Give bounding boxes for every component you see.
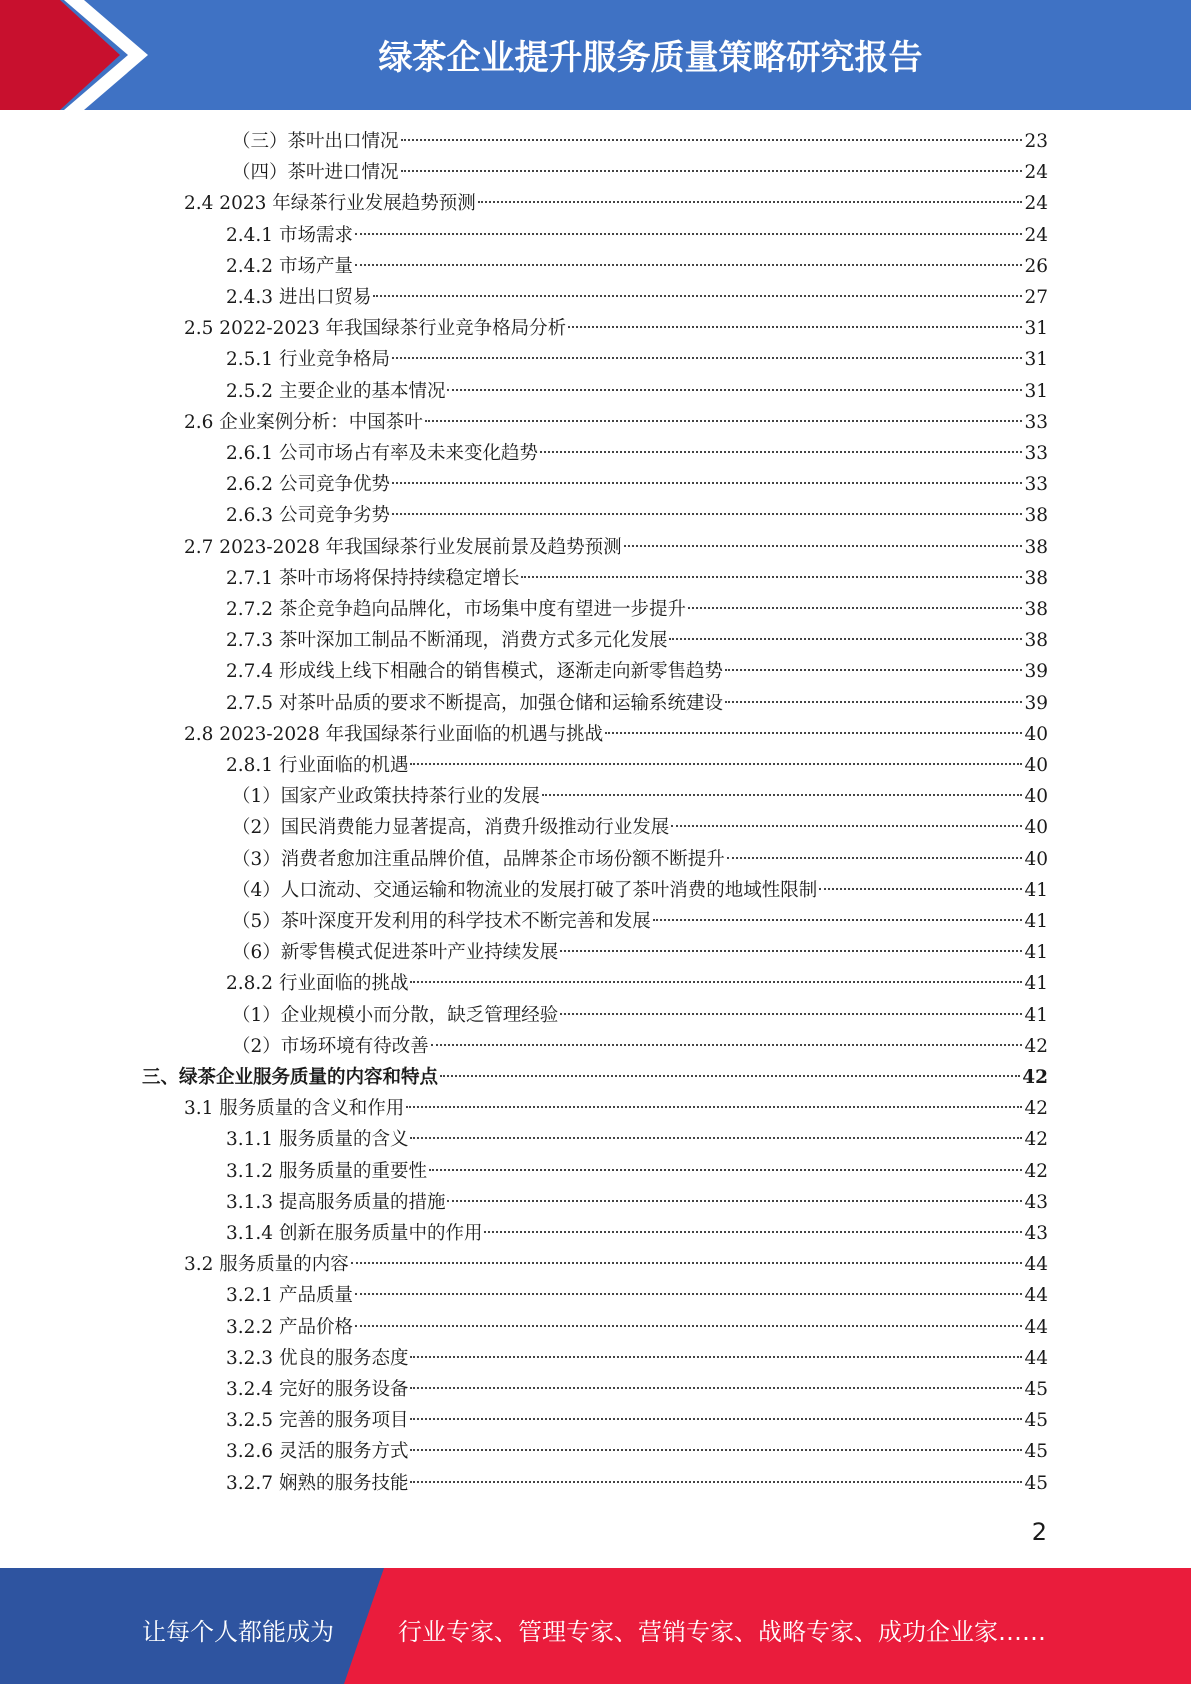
toc-entry-title: 3.1.2 服务质量的重要性 (226, 1160, 427, 1182)
toc-entry-page: 44 (1024, 1285, 1048, 1307)
toc-entry-page: 40 (1024, 817, 1048, 839)
toc-dot-leader (410, 1481, 1022, 1483)
toc-entry[interactable] (184, 313, 1048, 344)
chevron-arrow-icon (0, 0, 160, 110)
toc-entry-page: 45 (1024, 1410, 1048, 1432)
toc-entry-title: 2.7.5 对茶叶品质的要求不断提高，加强仓储和运输系统建设 (226, 692, 723, 714)
toc-dot-leader (392, 482, 1022, 484)
toc-entry-title: （5）茶叶深度开发利用的科学技术不断完善和发展 (232, 911, 651, 932)
toc-entry-page: 45 (1024, 1472, 1048, 1494)
toc-entry-title: 2.5.1 行业竞争格局 (226, 349, 390, 371)
toc-entry-page: 45 (1024, 1379, 1048, 1400)
toc-entry[interactable] (226, 251, 1048, 282)
toc-entry-page: 44 (1024, 1316, 1048, 1338)
toc-entry[interactable] (232, 126, 1048, 157)
toc-dot-leader (429, 1169, 1022, 1171)
toc-dot-leader (410, 763, 1022, 765)
toc-entry-page: 42 (1024, 1098, 1048, 1120)
toc-entry-title: 3.1.3 提高服务质量的措施 (226, 1191, 446, 1213)
page-footer (0, 1568, 1191, 1684)
toc-dot-leader (605, 732, 1022, 734)
toc-entry[interactable] (232, 812, 1048, 843)
toc-dot-leader (410, 1449, 1022, 1451)
toc-entry-page: 38 (1024, 505, 1048, 527)
toc-entry-title: 2.4.3 进出口贸易 (226, 287, 372, 308)
toc-entry-page: 38 (1024, 599, 1048, 620)
toc-entry[interactable] (226, 1436, 1048, 1467)
toc-dot-leader (410, 1418, 1022, 1420)
toc-entry-title: 3.2.6 灵活的服务方式 (226, 1441, 409, 1463)
toc-entry-title: 2.8 2023-2028 年我国绿茶行业面临的机遇与挑战 (184, 723, 604, 745)
toc-dot-leader (624, 545, 1023, 547)
toc-entry[interactable] (226, 1218, 1048, 1249)
toc-dot-leader (355, 1325, 1023, 1327)
toc-entry[interactable] (184, 1093, 1048, 1124)
toc-entry-page: 26 (1024, 255, 1048, 277)
toc-entry-page: 33 (1024, 443, 1048, 464)
toc-entry-title: 3.2.4 完好的服务设备 (226, 1379, 409, 1400)
toc-dot-leader (406, 1106, 1022, 1108)
toc-entry-page: 41 (1024, 879, 1048, 901)
toc-entry-page: 40 (1024, 786, 1048, 808)
toc-entry-title: （四）茶叶进口情况 (232, 162, 399, 184)
toc-dot-leader (521, 576, 1022, 578)
page-number: 2 (1031, 1518, 1047, 1546)
toc-entry-title: 3.1.4 创新在服务质量中的作用 (226, 1223, 483, 1244)
toc-entry[interactable] (226, 1405, 1048, 1436)
toc-entry[interactable] (232, 844, 1048, 875)
toc-entry[interactable] (232, 906, 1048, 937)
toc-entry-title: 3.1.1 服务质量的含义 (226, 1129, 409, 1151)
toc-entry-title: （3）消费者愈加注重品牌价值，品牌茶企市场份额不断提升 (232, 848, 725, 870)
toc-entry-title: （1）企业规模小而分散，缺乏管理经验 (232, 1004, 559, 1026)
toc-dot-leader (484, 1231, 1022, 1233)
toc-entry-page: 41 (1024, 973, 1048, 995)
toc-entry-title: 3.1 服务质量的含义和作用 (184, 1098, 405, 1120)
toc-entry[interactable] (184, 188, 1048, 219)
toc-dot-leader (401, 170, 1023, 172)
toc-entry-page: 38 (1024, 630, 1048, 652)
toc-entry-title: 2.7.4 形成线上线下相融合的销售模式，逐渐走向新零售趋势 (226, 661, 723, 683)
toc-entry-title: （6）新零售模式促进茶叶产业持续发展 (232, 942, 559, 964)
toc-entry-page: 42 (1024, 1129, 1048, 1151)
toc-entry[interactable] (184, 1249, 1048, 1280)
toc-entry-page: 43 (1024, 1223, 1048, 1244)
toc-entry-title: 三、绿茶企业服务质量的内容和特点 (142, 1067, 439, 1088)
footer-slogan-right: 行业专家、管理专家、营销专家、战略专家、成功企业家…… (398, 1618, 1046, 1646)
toc-entry-title: 2.6.1 公司市场占有率及未来变化趋势 (226, 443, 538, 464)
toc-entry-page: 39 (1024, 692, 1048, 714)
toc-entry-page: 31 (1024, 380, 1048, 402)
toc-entry[interactable] (232, 781, 1048, 812)
toc-entry[interactable] (184, 532, 1048, 563)
toc-entry-page: 33 (1024, 474, 1048, 496)
toc-entry[interactable] (226, 282, 1048, 313)
toc-entry-title: 2.5.2 主要企业的基本情况 (226, 380, 446, 402)
toc-entry[interactable] (184, 407, 1048, 438)
toc-dot-leader (540, 451, 1022, 453)
toc-entry[interactable] (232, 937, 1048, 968)
toc-entry[interactable] (226, 438, 1048, 469)
toc-entry-page: 41 (1024, 1004, 1048, 1026)
toc-entry[interactable] (226, 594, 1048, 625)
toc-entry-page: 42 (1024, 1035, 1048, 1057)
toc-entry[interactable] (226, 220, 1048, 251)
toc-entry-page: 23 (1024, 131, 1048, 152)
toc-entry[interactable] (226, 625, 1048, 656)
toc-entry-title: （2）国民消费能力显著提高，消费升级推动行业发展 (232, 817, 670, 839)
toc-entry-title: （三）茶叶出口情况 (232, 131, 399, 152)
toc-dot-leader (727, 857, 1023, 859)
toc-entry-title: 2.6.3 公司竞争劣势 (226, 505, 390, 527)
toc-entry-page: 39 (1024, 661, 1048, 683)
toc-dot-leader (410, 1137, 1022, 1139)
toc-dot-leader (355, 264, 1023, 266)
toc-dot-leader (373, 295, 1022, 297)
toc-entry-page: 24 (1024, 162, 1048, 184)
toc-entry-page: 24 (1024, 193, 1048, 215)
toc-dot-leader (447, 389, 1022, 391)
toc-entry-page: 40 (1024, 755, 1048, 776)
page-header (0, 0, 1191, 110)
toc-entry-page: 40 (1024, 848, 1048, 870)
toc-entry-title: 3.2.5 完善的服务项目 (226, 1410, 409, 1432)
toc-entry[interactable] (226, 500, 1048, 531)
toc-entry[interactable] (232, 157, 1048, 188)
toc-entry[interactable] (226, 656, 1048, 687)
toc-entry-title: 3.2.7 娴熟的服务技能 (226, 1472, 409, 1494)
toc-entry-title: 2.7 2023-2028 年我国绿茶行业发展前景及趋势预测 (184, 536, 622, 558)
toc-entry[interactable] (226, 1343, 1048, 1374)
toc-entry-title: 2.6.2 公司竞争优势 (226, 474, 390, 496)
toc-dot-leader (355, 1293, 1023, 1295)
toc-dot-leader (410, 1356, 1022, 1358)
toc-dot-leader (425, 420, 1023, 422)
toc-dot-leader (688, 607, 1022, 609)
toc-entry-title: 3.2.2 产品价格 (226, 1316, 353, 1338)
toc-dot-leader (669, 638, 1022, 640)
toc-dot-leader (440, 1075, 1020, 1077)
toc-entry-page: 41 (1024, 942, 1048, 964)
toc-entry-title: 3.2.1 产品质量 (226, 1285, 353, 1307)
toc-entry-page: 41 (1024, 911, 1048, 932)
toc-entry[interactable] (226, 1156, 1048, 1187)
toc-entry-page: 42 (1022, 1067, 1048, 1088)
toc-entry-title: 2.7.1 茶叶市场将保持持续稳定增长 (226, 567, 520, 589)
toc-dot-leader (725, 669, 1022, 671)
toc-entry[interactable] (232, 875, 1048, 906)
toc-entry-page: 31 (1024, 318, 1048, 340)
toc-entry[interactable] (226, 344, 1048, 375)
toc-entry-title: 2.6 企业案例分析：中国茶叶 (184, 411, 423, 433)
toc-entry-page: 27 (1024, 287, 1048, 308)
toc-entry-title: 2.7.2 茶企竞争趋向品牌化，市场集中度有望进一步提升 (226, 599, 686, 620)
toc-entry[interactable] (142, 1062, 1048, 1093)
toc-entry-title: 2.5 2022-2023 年我国绿茶行业竞争格局分析 (184, 318, 567, 340)
toc-entry[interactable] (232, 1000, 1048, 1031)
toc-dot-leader (410, 1387, 1022, 1389)
toc-dot-leader (819, 888, 1022, 890)
toc-entry-title: 3.2.3 优良的服务态度 (226, 1347, 409, 1369)
toc-dot-leader (401, 139, 1023, 141)
toc-entry-title: 2.8.2 行业面临的挑战 (226, 973, 409, 995)
toc-entry-page: 31 (1024, 349, 1048, 371)
toc-entry-title: 3.2 服务质量的内容 (184, 1254, 349, 1276)
toc-dot-leader (568, 326, 1022, 328)
toc-dot-leader (447, 1200, 1022, 1202)
toc-entry[interactable] (226, 968, 1048, 999)
toc-entry-page: 43 (1024, 1191, 1048, 1213)
toc-entry[interactable] (232, 1031, 1048, 1062)
toc-entry-page: 38 (1024, 536, 1048, 558)
footer-slogan-left: 让每个人都能成为 (142, 1618, 334, 1646)
toc-dot-leader (542, 794, 1023, 796)
report-title: 绿茶企业提升服务质量策略研究报告 (378, 38, 923, 78)
toc-entry-title: 2.4.1 市场需求 (226, 224, 353, 246)
toc-entry[interactable] (226, 1187, 1048, 1218)
toc-dot-leader (431, 1044, 1023, 1046)
toc-entry[interactable] (226, 1468, 1048, 1499)
toc-dot-leader (560, 950, 1022, 952)
toc-dot-leader (478, 201, 1023, 203)
toc-entry-page: 33 (1024, 411, 1048, 433)
toc-dot-leader (560, 1013, 1022, 1015)
toc-dot-leader (392, 513, 1022, 515)
toc-entry-title: 2.4.2 市场产量 (226, 255, 353, 277)
toc-entry-page: 45 (1024, 1441, 1048, 1463)
toc-entry[interactable] (184, 719, 1048, 750)
toc-entry[interactable] (226, 1312, 1048, 1343)
toc-dot-leader (355, 233, 1023, 235)
toc-entry[interactable] (226, 563, 1048, 594)
toc-entry[interactable] (226, 750, 1048, 781)
toc-entry[interactable] (226, 469, 1048, 500)
toc-entry-page: 40 (1024, 723, 1048, 745)
toc-entry[interactable] (226, 376, 1048, 407)
toc-entry[interactable] (226, 1374, 1048, 1405)
toc-entry-page: 44 (1024, 1347, 1048, 1369)
toc-dot-leader (653, 919, 1023, 921)
toc-dot-leader (725, 701, 1022, 703)
toc-entry-title: 2.7.3 茶叶深加工制品不断涌现，消费方式多元化发展 (226, 630, 668, 652)
toc-entry-title: （2）市场环境有待改善 (232, 1035, 429, 1057)
toc-dot-leader (392, 357, 1022, 359)
toc-entry[interactable] (226, 1124, 1048, 1155)
toc-entry-title: 2.4 2023 年绿茶行业发展趋势预测 (184, 193, 476, 215)
toc-dot-leader (410, 981, 1022, 983)
toc-entry[interactable] (226, 688, 1048, 719)
toc-entry[interactable] (226, 1280, 1048, 1311)
toc-entry-page: 38 (1024, 567, 1048, 589)
toc-entry-title: （4）人口流动、交通运输和物流业的发展打破了茶叶消费的地域性限制 (232, 879, 818, 901)
toc-dot-leader (671, 825, 1022, 827)
toc-dot-leader (351, 1262, 1023, 1264)
toc-entry-title: （1）国家产业政策扶持茶行业的发展 (232, 786, 540, 808)
toc-entry-title: 2.8.1 行业面临的机遇 (226, 755, 409, 776)
toc-entry-page: 24 (1024, 224, 1048, 246)
toc-entry-page: 42 (1024, 1160, 1048, 1182)
toc-entry-page: 44 (1024, 1254, 1048, 1276)
